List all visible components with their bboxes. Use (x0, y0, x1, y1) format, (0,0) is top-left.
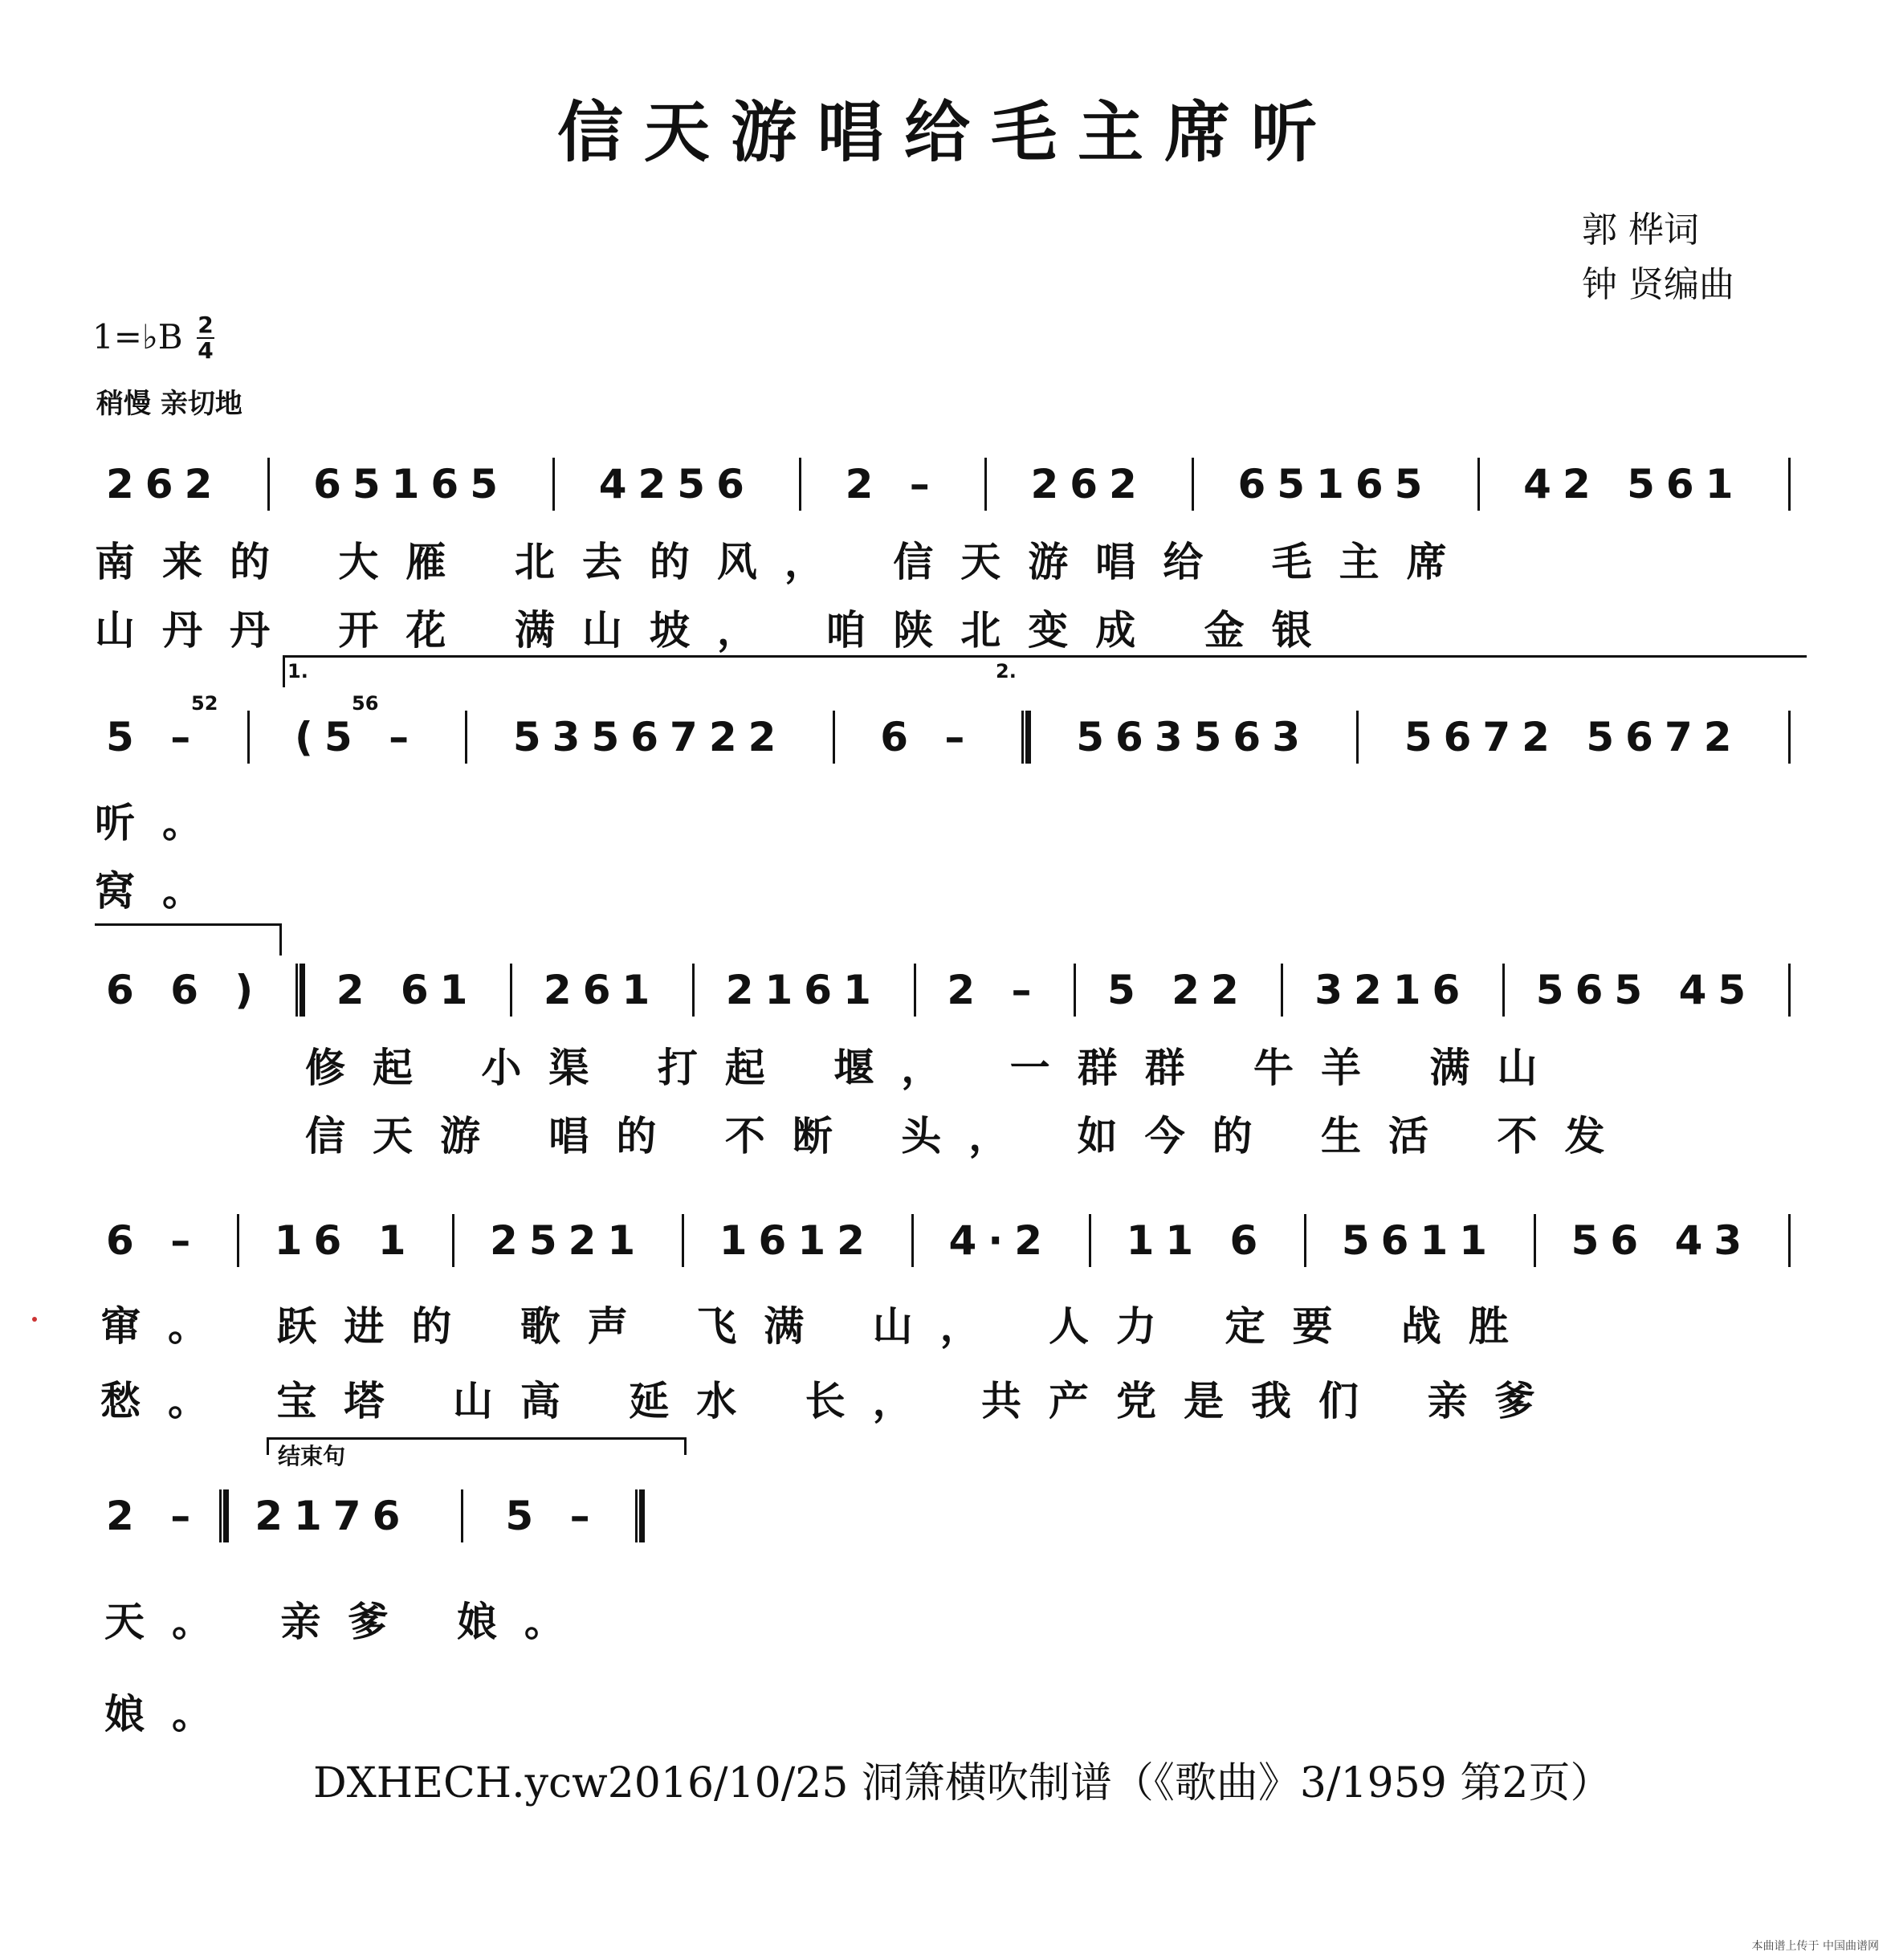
barline (510, 964, 512, 1017)
volta-1-label: 1. (287, 660, 308, 683)
measure: 1612 (719, 1217, 876, 1264)
bracket-tick (279, 923, 282, 956)
composer-credit: 钟 贤编曲 (1582, 264, 1734, 305)
barline (799, 458, 801, 511)
lyrics-verse2-line4: 愁。 宝塔 山高 延水 长， 共产党是我们 亲爹 (100, 1377, 1563, 1424)
barline (1192, 458, 1194, 511)
barline (1502, 964, 1505, 1017)
time-signature-bottom: 4 (198, 337, 214, 364)
measure: 2 – (106, 1493, 202, 1539)
measure: 5 – (106, 714, 202, 760)
measure: 5 22 (1106, 967, 1250, 1013)
barline (267, 458, 270, 511)
ending-bracket-tick-right (684, 1437, 687, 1455)
measure: 16 1 (274, 1217, 418, 1264)
measure: 6 – (106, 1217, 202, 1264)
page-title: 信天游唱给毛主席听 (556, 95, 1338, 171)
barline (1356, 711, 1359, 764)
key-signature: 1=♭B (92, 317, 183, 357)
measure: 4·2 (948, 1217, 1054, 1264)
measure: 5 – (505, 1493, 601, 1539)
measure: 2176 (255, 1493, 412, 1539)
notation-row-5 (88, 1489, 645, 1542)
measure: 262 (1030, 461, 1148, 507)
measure: 262 (106, 461, 224, 507)
lyrics-verse1-line5: 天。 亲爹 娘。 (104, 1598, 592, 1645)
measure: 42 561 (1523, 461, 1745, 507)
measure: 261 (543, 967, 662, 1013)
repeat-barline (219, 1489, 229, 1542)
barline (1788, 1214, 1791, 1267)
watermark: 本曲谱上传于 中国曲谱网 (1751, 1940, 1879, 1953)
footer-source: DXHECH.ycw2016/10/25 洞箫横吹制谱（《歌曲》3/1959 第2页） (313, 1759, 1612, 1807)
barline (984, 458, 987, 511)
barline (1534, 1214, 1536, 1267)
bracket-line (95, 923, 281, 926)
tempo-marking: 稍慢 亲切地 (96, 388, 242, 420)
measure: 56 43 (1571, 1217, 1754, 1264)
measure: 2 – (947, 967, 1043, 1013)
measure: 2 61 (336, 967, 479, 1013)
barline (1788, 711, 1791, 764)
barline (914, 964, 916, 1017)
measure: 11 6 (1126, 1217, 1269, 1264)
measure: 5356722 (512, 714, 788, 760)
lyrics-verse1-line4: 窜。 跃进的 歌声 飞满 山， 人力 定要 战胜 (100, 1302, 1536, 1350)
barline (465, 711, 467, 764)
barline (1788, 964, 1791, 1017)
notation-row-2 (88, 711, 1791, 764)
measure: 4256 (598, 461, 756, 507)
barline (452, 1214, 454, 1267)
notation-row-4 (88, 1214, 1791, 1267)
lyrics-verse1-line3: 修起 小渠 打起 堰， 一群群 牛羊 满山 (305, 1044, 1565, 1091)
barline (1281, 964, 1283, 1017)
measure: 6 – (880, 714, 976, 760)
lyrics-verse2-line3: 信天游 唱的 不断 头， 如今的 生活 不发 (305, 1112, 1632, 1159)
repeat-barline (295, 964, 305, 1017)
ending-label: 结束句 (278, 1443, 346, 1469)
barline (247, 711, 250, 764)
repeat-barline (1021, 711, 1031, 764)
notation-row-1 (88, 458, 1791, 511)
barline (1089, 1214, 1091, 1267)
barline (682, 1214, 684, 1267)
grace-note-1: 52 (191, 692, 218, 715)
measure: 5672 5672 (1404, 714, 1743, 760)
barline (237, 1214, 239, 1267)
time-signature (197, 313, 214, 363)
measure: 565 45 (1535, 967, 1758, 1013)
volta-bracket-line (283, 655, 1807, 658)
volta-2-label: 2. (996, 660, 1017, 683)
lyrics-verse2-line1: 山丹丹 开花 满山坡， 咱陕北变成 金银 (95, 606, 1339, 654)
time-signature-top: 2 (198, 312, 214, 338)
measure: 3216 (1314, 967, 1472, 1013)
barline (1304, 1214, 1306, 1267)
volta-bracket-tick (283, 655, 285, 687)
grace-note-2: 56 (352, 692, 379, 715)
barline (1477, 458, 1480, 511)
lyrics-verse2-line5: 娘。 (104, 1690, 239, 1738)
measure: 5611 (1341, 1217, 1499, 1264)
measure: 563563 (1076, 714, 1311, 760)
barline (461, 1489, 463, 1542)
barline (833, 711, 835, 764)
lyrics-verse1-line2: 听。 (95, 799, 230, 846)
scan-speck (32, 1317, 37, 1322)
measure: 65165 (313, 461, 510, 507)
lyricist-credit: 郭 桦词 (1582, 210, 1699, 251)
barline (1788, 458, 1791, 511)
measure: 2 – (845, 461, 941, 507)
notation-row-3 (88, 964, 1791, 1017)
barline (1074, 964, 1076, 1017)
measure: 2521 (490, 1217, 647, 1264)
lyrics-verse1-line1: 南来的 大雁 北去的风， 信天游唱给 毛主席 (95, 538, 1474, 585)
barline (911, 1214, 914, 1267)
barline (552, 458, 555, 511)
measure: 2161 (725, 967, 882, 1013)
ending-bracket-tick-left (267, 1437, 269, 1455)
final-barline (635, 1489, 645, 1542)
barline (692, 964, 695, 1017)
measure: 65165 (1237, 461, 1434, 507)
lyrics-verse2-line2: 窝。 (95, 867, 230, 915)
measure: (5 – (295, 714, 421, 760)
measure: 6 6 ) (106, 967, 265, 1013)
